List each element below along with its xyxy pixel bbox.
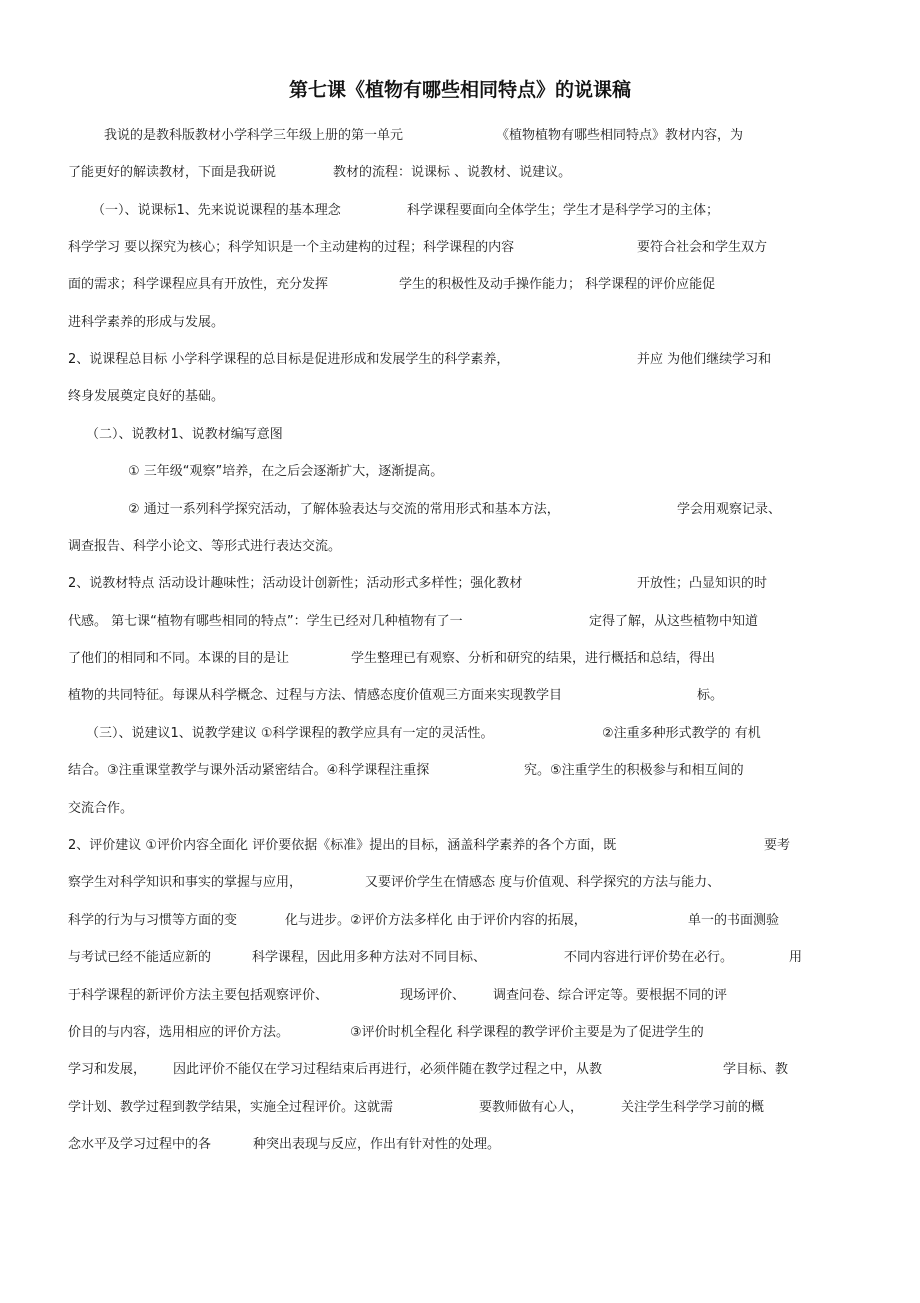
- text-segment: 要考: [764, 838, 791, 853]
- text-segment: 化与进步。②评价方法多样化 由于评价内容的拓展，: [285, 913, 587, 928]
- text-segment: 终身发展奠定良好的基础。: [68, 389, 225, 404]
- text-segment: 开放性；凸显知识的时: [637, 576, 768, 591]
- text-segment: ① 三年级“观察”培养，在之后会逐渐扩大，逐渐提高。: [128, 464, 444, 479]
- text-segment: 科学课程，因此用多种方法对不同目标、: [252, 950, 487, 965]
- text-segment: 学目标、教: [723, 1062, 789, 1077]
- text-segment: 价目的与内容，选用相应的评价方法。: [68, 1025, 290, 1040]
- document-title: 第七课《植物有哪些相同特点》的说课稿: [288, 79, 631, 101]
- text-segment: 我说的是教科版教材小学科学三年级上册的第一单元: [104, 128, 404, 143]
- text-segment: （一）、说课标1、先来说说课程的基本理念: [92, 203, 341, 218]
- text-segment: （三）、说建议1、说教学建议 ①科学课程的教学应具有一定的灵活性。: [86, 726, 494, 741]
- text-segment: 不同内容进行评价势在必行。: [564, 950, 734, 965]
- text-segment: 并应 为他们继续学习和: [637, 352, 772, 367]
- text-segment: 结合。③注重课堂教学与课外活动紧密结合。④科学课程注重探: [68, 763, 430, 778]
- text-segment: 学会用观察记录、: [677, 502, 782, 517]
- text-segment: ③评价时机全程化 科学课程的教学评价主要是为了促进学生的: [350, 1025, 704, 1040]
- text-segment: 调查报告、科学小论文、等形式进行表达交流。: [68, 539, 342, 554]
- text-segment: 要符合社会和学生双方: [637, 240, 768, 255]
- text-segment: 学生整理已有观察、分析和研究的结果，进行概括和总结，得出: [351, 651, 716, 666]
- text-segment: 现场评价、: [400, 988, 466, 1003]
- text-segment: 定得了解，从这些植物中知道: [589, 614, 759, 629]
- text-segment: 进科学素养的形成与发展。: [68, 315, 225, 330]
- text-segment: 用: [789, 950, 803, 965]
- text-segment: 单一的书面测验: [688, 913, 780, 928]
- text-segment: 了他们的相同和不同。本课的目的是让: [68, 651, 290, 666]
- text-segment: 学生的积极性及动手操作能力； 科学课程的评价应能促: [399, 277, 716, 292]
- text-segment: 面的需求；科学课程应具有开放性，充分发挥: [68, 277, 329, 292]
- text-segment: 2、评价建议 ①评价内容全面化 评价要依据《标准》提出的目标，涵盖科学素养的各个方面，既: [68, 838, 617, 853]
- text-segment: 察学生对科学知识和事实的掌握与应用，: [68, 875, 303, 890]
- text-segment: 与考试已经不能适应新的: [68, 950, 212, 965]
- text-segment: 代感。 第七课“植物有哪些相同的特点”：学生已经对几种植物有了一: [68, 614, 463, 629]
- text-segment: 种突出表现与反应，作出有针对性的处理。: [253, 1137, 501, 1152]
- text-segment: ② 通过一系列科学探究活动，了解体验表达与交流的常用形式和基本方法，: [128, 502, 560, 517]
- text-segment: 于科学课程的新评价方法主要包括观察评价、: [68, 988, 329, 1003]
- text-segment: 又要评价学生在情感态 度与价值观、科学探究的方法与能力、: [365, 875, 721, 890]
- text-segment: 科学学习 要以探究为核心；科学知识是一个主动建构的过程；科学课程的内容: [68, 240, 515, 255]
- text-segment: 2、说课程总目标 小学科学课程的总目标是促进形成和发展学生的科学素养，: [68, 352, 510, 367]
- text-segment: 植物的共同特征。每课从科学概念、过程与方法、情感态度价值观三方面来实现教学目: [68, 688, 563, 703]
- text-segment: 《植物植物有哪些相同特点》教材内容，为: [496, 128, 744, 143]
- text-segment: 念水平及学习过程中的各: [68, 1137, 212, 1152]
- text-segment: 科学课程要面向全体学生；学生才是科学学习的主体；: [407, 203, 720, 218]
- text-segment: 关注学生科学学习前的概: [621, 1100, 765, 1115]
- text-segment: 因此评价不能仅在学习过程结束后再进行，必须伴随在教学过程之中，从教: [173, 1062, 603, 1077]
- text-segment: ②注重多种形式教学的 有机: [602, 726, 761, 741]
- text-segment: 了能更好的解读教材，下面是我研说: [68, 165, 277, 180]
- text-segment: 要教师做有心人，: [479, 1100, 584, 1115]
- text-segment: 2、说教材特点 活动设计趣味性；活动设计创新性；活动形式多样性；强化教材: [68, 576, 523, 591]
- text-segment: 究。⑤注重学生的积极参与和相互间的: [524, 763, 744, 778]
- text-segment: 调查问卷、综合评定等。要根据不同的评: [493, 988, 728, 1003]
- text-segment: 科学的行为与习惯等方面的变: [68, 913, 238, 928]
- text-segment: 交流合作。: [68, 801, 134, 816]
- text-segment: 教材的流程：说课标 、说教材、说建议。: [333, 165, 572, 180]
- text-segment: 学计划、教学过程到教学结果，实施全过程评价。这就需: [68, 1100, 394, 1115]
- text-segment: 学习和发展，: [68, 1062, 147, 1077]
- text-segment: 标。: [697, 688, 724, 703]
- text-segment: （二）、说教材1、说教材编写意图: [86, 427, 283, 442]
